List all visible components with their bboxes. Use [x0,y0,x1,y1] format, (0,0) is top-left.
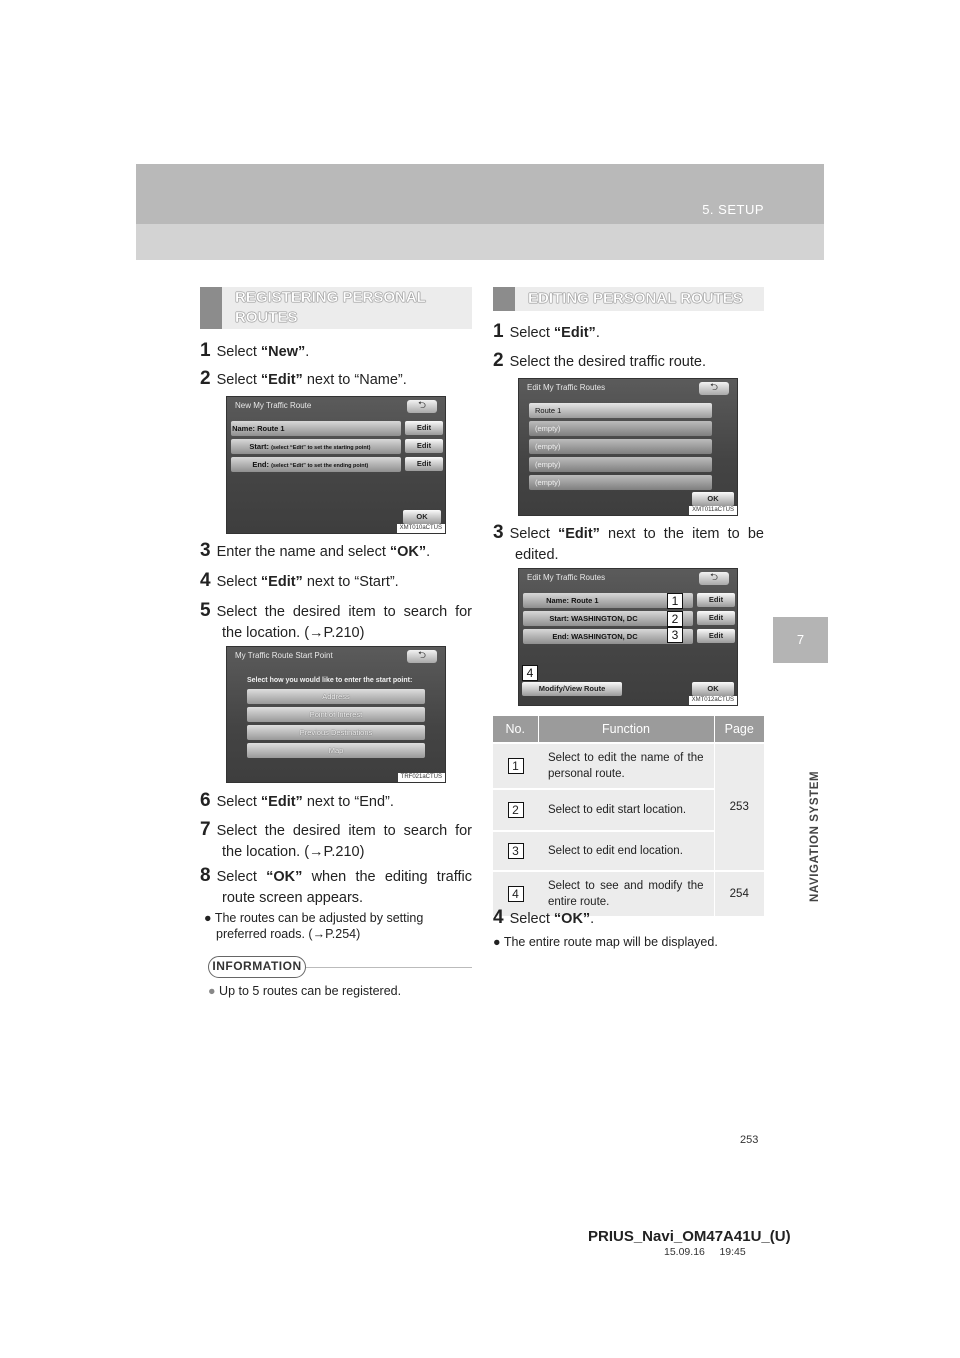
route-item-2: (empty) [529,421,712,436]
row-function: Select to edit end location. [538,831,714,871]
screenshot-edit-routes-list [518,378,738,516]
right-step-2: 2 Select the desired traffic route. [493,350,706,371]
modify-view-route-button: Modify/View Route [522,682,622,696]
chapter-label-text: NAVIGATION SYSTEM [809,770,821,902]
left-step-7: 7 Select the desired item to search for the location. (→P.210) [200,819,472,860]
screenshot-start-point [226,646,446,783]
information-text: ● Up to 5 routes can be registered. [208,984,402,998]
header-top-band [136,164,824,224]
info-dot-icon: ● [208,984,216,998]
screenshot-new-route [226,396,446,534]
screen-title: Edit My Traffic Routes [527,573,606,582]
option-map: Map [247,743,425,758]
option-poi: Point of Interest [247,707,425,722]
page-header [136,164,824,260]
row-function: Select to edit the name of the personal route. [538,743,714,789]
back-icon: ⮌ [699,382,729,395]
route-item-4: (empty) [529,457,712,472]
image-code: TRF021aCTUS [398,773,445,782]
section-title: 5. SETUP [702,202,764,217]
ok-button: OK [692,682,734,696]
left-step-5: 5 Select the desired item to search for the location. (→P.210) [200,600,472,641]
left-step-4: 4 Select “Edit” next to “Start”. [200,570,399,591]
back-icon: ⮌ [699,572,729,585]
callout-3: 3 [667,627,683,643]
heading-bar [200,287,222,329]
chapter-tab: 7 [773,617,828,663]
callout-4: 4 [522,665,538,681]
row-number-box: 4 [508,886,524,902]
chapter-label [786,670,821,920]
edit-end-button: Edit [405,457,443,471]
left-step-8: 8 Select “OK” when the editing traffic route screen appears. [200,865,472,906]
image-code: XMT010aCTUS [397,524,445,533]
row-function: Select to see and modify the entire route. [538,871,714,916]
bullet-dot-icon: ● [204,911,212,925]
screen-row-start: Start: (select “Edit” to set the starting point) [231,439,401,454]
table-row [493,743,764,789]
row-function: Select to edit start location. [538,789,714,831]
bullet-dot-icon: ● [493,935,501,949]
edit-end-button: Edit [697,629,735,643]
back-icon: ⮌ [407,400,437,413]
col-header-function: Function [538,716,714,743]
left-step-2: 2 Select “Edit” next to “Name”. [200,368,407,389]
edit-start-button: Edit [405,439,443,453]
col-header-page: Page [714,716,764,743]
left-bullet: ● The routes can be adjusted by setting preferred roads. (→P.254) [204,911,424,941]
heading-bar [493,287,515,311]
col-header-no: No. [493,716,538,743]
left-step-3: 3 Enter the name and select “OK”. [200,540,431,561]
right-step-1: 1 Select “Edit”. [493,321,600,342]
route-item-5: (empty) [529,475,712,490]
screen-row-name: Name: Route 1 [523,593,693,608]
edit-start-button: Edit [697,611,735,625]
screen-title: My Traffic Route Start Point [235,651,333,660]
screen-title: Edit My Traffic Routes [527,383,606,392]
heading-text: EDITING PERSONAL ROUTES [528,290,743,307]
ok-button: OK [692,492,734,506]
ok-button: OK [403,510,441,524]
screen-row-end: End: (select “Edit” to set the ending point) [231,457,401,472]
left-step-6: 6 Select “Edit” next to “End”. [200,790,394,811]
timestamp: 15.09.16 19:45 [664,1246,746,1258]
route-item-3: (empty) [529,439,712,454]
route-item-1: Route 1 [529,403,712,418]
information-label: INFORMATION [208,956,306,978]
edit-name-button: Edit [697,593,735,607]
screen-row-end: End: WASHINGTON, DC [523,629,693,644]
section-heading-registering [200,287,472,329]
image-code: XMT011aCTUS [689,506,737,515]
row-page-shared: 253 [714,743,764,871]
screen-prompt: Select how you would like to enter the start point: [247,677,413,684]
image-code: XMT012aCTUS [689,696,737,705]
option-address: Address [247,689,425,704]
edit-name-button: Edit [405,421,443,435]
row-number-box: 1 [508,758,524,774]
back-icon: ⮌ [407,650,437,663]
function-table [493,716,764,916]
section-heading-editing [493,287,764,311]
row-number-box: 3 [508,843,524,859]
right-step-4: 4 Select “OK”. [493,907,595,928]
option-previous: Previous Destinations [247,725,425,740]
screenshot-edit-route-detail [518,568,738,706]
callout-1: 1 [667,593,683,609]
callout-2: 2 [667,611,683,627]
row-page: 254 [714,871,764,916]
row-number-box: 2 [508,802,524,818]
document-id: PRIUS_Navi_OM47A41U_(U) [588,1228,791,1245]
left-step-1: 1 Select “New”. [200,340,310,361]
screen-row-name: Name: Route 1 [231,421,401,436]
screen-title: New My Traffic Route [235,401,312,410]
screen-row-start: Start: WASHINGTON, DC [523,611,693,626]
page-number: 253 [740,1134,759,1146]
right-step-3: 3 Select “Edit” next to the item to be edited. [493,522,764,563]
heading-text: REGISTERING PERSONAL ROUTES [235,289,426,326]
right-bullet: ● The entire route map will be displayed. [493,935,718,949]
information-divider [306,967,472,968]
